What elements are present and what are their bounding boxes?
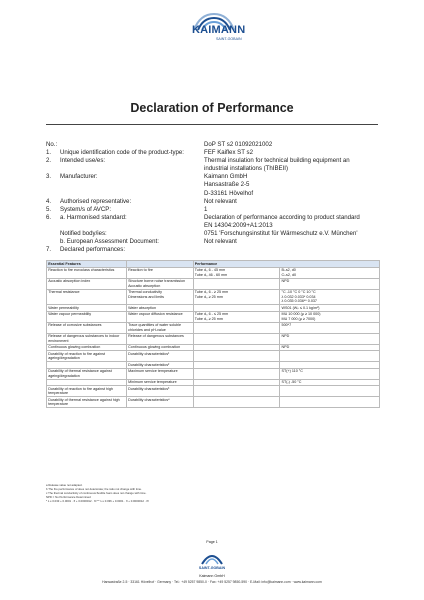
performance-table bbox=[46, 260, 380, 408]
table-cell: Tube d₀ 6 - 45 mm Tube d₀ 46 - 60 mm bbox=[193, 267, 280, 278]
table-cell: Maximum service temperature bbox=[126, 368, 193, 379]
table-row bbox=[47, 379, 380, 386]
table-cell: Durability characteristics¹ bbox=[126, 351, 193, 362]
footnote: * λ ≤ 0.033 + 0.0001 · θ + 0.0000012 · θ² ** λ ≤ 0.036 + 0.0001 · θ + 0.0000012 · θ² bbox=[46, 499, 149, 503]
table-cell: °C -10 °C 0 °C 10 °C λ 0.032 0.033* 0.034 λ 0.035 0.036** 0.037 bbox=[280, 289, 380, 304]
info-row: 7. Declared performances: bbox=[46, 246, 126, 254]
table-cell: Durability of thermal resistance against high temperature bbox=[47, 397, 127, 408]
table-cell: NPD bbox=[280, 344, 380, 351]
table-cell: Trace quantities of water soluble chlorides and pH-value bbox=[126, 322, 193, 333]
table-cell: Durability of reaction to fire against ageing/degradation bbox=[47, 351, 127, 362]
table-row bbox=[47, 311, 380, 322]
table-cell bbox=[280, 351, 380, 362]
table-cell: ST(-) -50 °C bbox=[280, 379, 380, 386]
table-cell: Continuous glowing combustion bbox=[47, 344, 127, 351]
info-row: 6. a. Harmonised standard: Declaration of performance according to product standard bbox=[46, 213, 360, 221]
info-row: 4. Authorised representative: Not relevant bbox=[46, 197, 237, 205]
table-cell: Structure borne noise transmission Acoustic absorption bbox=[126, 278, 193, 289]
table-cell: Reaction to fire bbox=[126, 267, 193, 278]
table-cell bbox=[193, 386, 280, 397]
table-row bbox=[47, 386, 380, 397]
table-cell: Bₗ-s2, d0 Cₗ-s2, d0 bbox=[280, 267, 380, 278]
table-cell: Continuous glowing combustion bbox=[126, 344, 193, 351]
footnote: a Release value not adapted. bbox=[46, 483, 83, 487]
table-cell: ST(+) 110 °C bbox=[280, 368, 380, 379]
table-cell: Thermal conductivity Dimensions and limits bbox=[126, 289, 193, 304]
info-row: No.: DoP ST s2 01092021002 bbox=[46, 141, 273, 148]
group-name: SAINT-GOBAIN bbox=[198, 566, 226, 570]
table-row bbox=[47, 267, 380, 278]
table-cell bbox=[193, 368, 280, 379]
table-cell: Minimum service temperature bbox=[126, 379, 193, 386]
brand-subtitle: SAINT-GOBAIN bbox=[216, 37, 242, 41]
table-cell: Reaction to fire euroclass characteristics bbox=[47, 267, 127, 278]
table-cell bbox=[193, 305, 280, 312]
footnote: c The thermal conductivity of continuous flexible foam does not change with time. bbox=[46, 491, 147, 495]
info-row: b. European Assessment Document: Not relevant bbox=[60, 238, 237, 246]
table-cell: Acoustic absorption index bbox=[47, 278, 127, 289]
info-row: Notified body/ies: 0751 'Forschungsinstitut für Wärmeschutz e.V. München' bbox=[60, 230, 358, 238]
table-cell: NPD bbox=[280, 333, 380, 344]
info-row: 2. Intended use/es: Thermal insulation for technical building equipment an bbox=[46, 157, 350, 165]
info-row: Hansastraße 2-5 bbox=[204, 181, 250, 189]
table-cell bbox=[193, 333, 280, 344]
table-cell: Water absorption bbox=[126, 305, 193, 312]
table-cell: Tube d₀ 6 - ≥ 25 mm Tube d₀ ≥ 25 mm bbox=[193, 289, 280, 304]
brand-name: KAIMANN bbox=[192, 24, 246, 36]
table-cell bbox=[193, 344, 280, 351]
table-cell: Durability of thermal resistance against ageing/degradation bbox=[47, 368, 127, 379]
column-header: Essential Features bbox=[47, 261, 127, 268]
table-row bbox=[47, 333, 380, 344]
table-cell: Water permeability bbox=[47, 305, 127, 312]
footnote: b The fire performance of does not deteriorate; the ratio not change with time. bbox=[46, 487, 142, 491]
info-row: EN 14304:2009+A1:2013 bbox=[204, 221, 273, 229]
table-cell bbox=[280, 362, 380, 369]
table-cell: NPD bbox=[280, 278, 380, 289]
table-cell bbox=[47, 362, 127, 369]
title-divider bbox=[46, 124, 378, 125]
table-header-row bbox=[47, 261, 380, 268]
table-row bbox=[47, 322, 380, 333]
table-cell bbox=[280, 386, 380, 397]
table-cell bbox=[193, 397, 280, 408]
footnote: NPD = No Performance Determined bbox=[46, 495, 91, 499]
column-header bbox=[126, 261, 193, 268]
info-row: 1. Unique identification code of the product-type: FEF Kaiflex ST s2 bbox=[46, 149, 253, 157]
table-cell bbox=[280, 397, 380, 408]
declaration-info bbox=[46, 141, 386, 254]
table-cell bbox=[193, 379, 280, 386]
table-cell: Durability characteristics² bbox=[126, 362, 193, 369]
company-name: Kaimann GmbH bbox=[199, 574, 225, 578]
info-row: 5. System/s of AVCP: 1 bbox=[46, 205, 208, 213]
table-row bbox=[47, 368, 380, 379]
table-cell: MU 10 000 (μ ≥ 10 000) MU 7 000 (μ ≥ 7000) bbox=[280, 311, 380, 322]
table-cell: Tube d₀ 6 - ≤ 25 mm Tube d₀ ≥ 25 mm bbox=[193, 311, 280, 322]
table-cell: Thermal resistance bbox=[47, 289, 127, 304]
table-row bbox=[47, 344, 380, 351]
table-cell: Durability characteristics³ bbox=[126, 386, 193, 397]
table-row bbox=[47, 289, 380, 304]
table-cell bbox=[193, 322, 280, 333]
table-cell: WS01 (Wₚ ≤ 0.1 kg/m²) bbox=[280, 305, 380, 312]
info-row: D-33161 Hövelhof bbox=[204, 189, 254, 197]
table-row bbox=[47, 305, 380, 312]
table-row bbox=[47, 351, 380, 362]
table-cell: Water vapour permeability bbox=[47, 311, 127, 322]
table-cell bbox=[47, 379, 127, 386]
column-header: Performance bbox=[193, 261, 380, 268]
page-number: Page 1 bbox=[206, 540, 218, 544]
table-cell: Water vapour diffusion resistance bbox=[126, 311, 193, 322]
table-cell: 500*7 bbox=[280, 322, 380, 333]
table-row bbox=[47, 278, 380, 289]
table-row bbox=[47, 362, 380, 369]
saint-gobain-logo-icon bbox=[196, 548, 228, 568]
company-contact: Hansastraße 2-5 · 33161 Hövelhof · Germany · Tel.: +49 5257 9850-0 · Fax: +49 5257 9850-590 · E-Mail: info@kaimann.com · www.kaimann.com bbox=[102, 580, 322, 584]
table-cell bbox=[193, 278, 280, 289]
table-cell: Release of dangerous substances to indoor environment bbox=[47, 333, 127, 344]
table-cell: Release of corrosive substances bbox=[47, 322, 127, 333]
page-title: Declaration of Performance bbox=[130, 101, 294, 115]
info-row: industrial installations (ThIBEII) bbox=[204, 165, 288, 173]
table-cell: Durability characteristics⁴ bbox=[126, 397, 193, 408]
table-cell bbox=[193, 351, 280, 362]
table-cell bbox=[193, 362, 280, 369]
table-cell: Release of dangerous substances bbox=[126, 333, 193, 344]
footnotes bbox=[46, 483, 149, 503]
info-row: 3. Manufacturer: Kaimann GmbH bbox=[46, 173, 248, 181]
table-row bbox=[47, 397, 380, 408]
table-cell: Durability of reaction to fire against high temperature bbox=[47, 386, 127, 397]
